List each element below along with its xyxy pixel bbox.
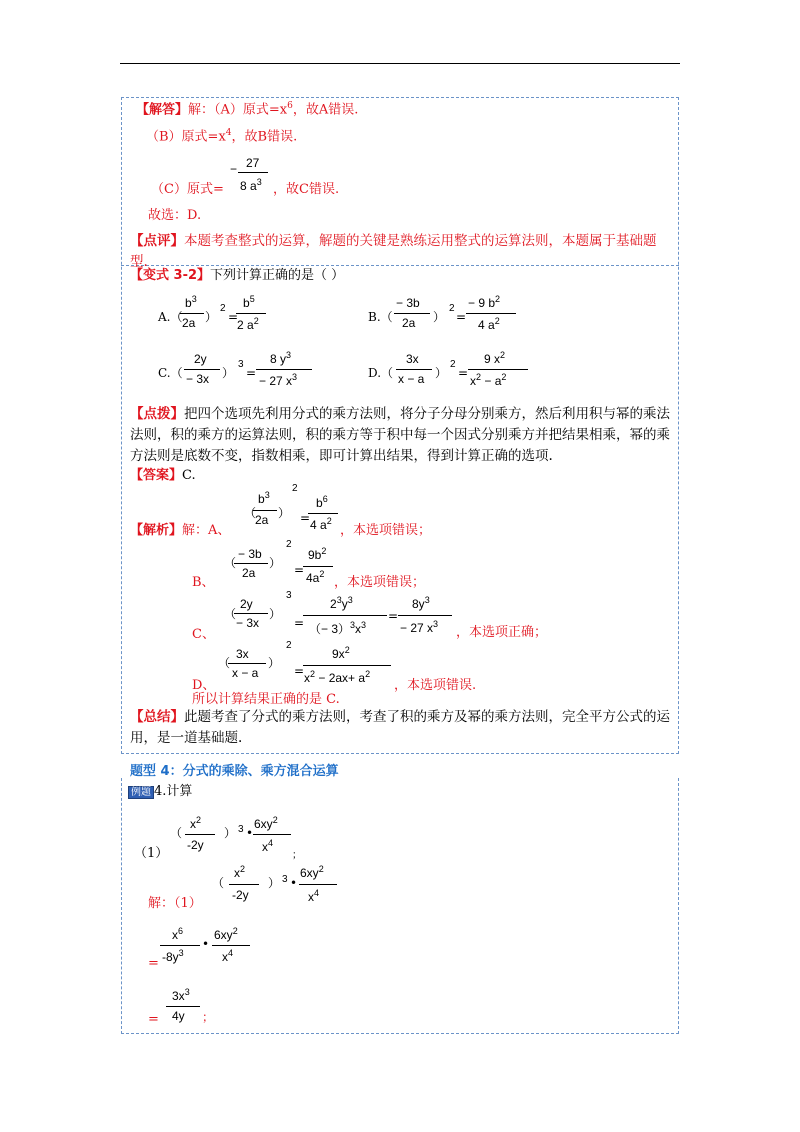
option-a-den: 2a <box>182 316 196 330</box>
option-c-rnum <box>270 350 291 366</box>
example-solution-label: 解：（1） <box>148 896 202 911</box>
solution-c-den-text: 8 a <box>240 179 257 193</box>
summary-paragraph <box>130 707 670 749</box>
option-d-power: 2 <box>450 359 456 370</box>
hint-text: 把四个选项先利用分式的乘方法则，将分子分母分别乘方，然后利用积与幂的乘法法则，积的乘方的运算法则，积的乘方等于积中每一个因式分别乘方并把结果相乘，幂的乘方法则是底数不变，指数相乘，即可计算出结果，得到计算正确的选项. <box>130 406 670 464</box>
option-c-bar <box>184 369 220 370</box>
header-rule <box>120 63 680 64</box>
option-c-rden <box>259 372 297 388</box>
solution-b-text: （B）原式=x <box>146 129 226 145</box>
option-c-rnum-exp: 3 <box>286 350 292 360</box>
option-c-rbar <box>256 369 312 370</box>
option-b-rbar <box>466 313 516 314</box>
option-d-den: x − a <box>398 372 425 386</box>
example-part-label: （1） <box>134 846 169 861</box>
option-b-rden-exp: 2 <box>494 316 500 326</box>
hint-tag: 【点拨】 <box>130 406 184 422</box>
option-d-rden-x: x <box>470 374 476 388</box>
option-d-rnum-text: 9 x <box>484 352 501 366</box>
option-b-power: 2 <box>449 303 455 314</box>
comment-text: 本题考查整式的运算，解题的关键是熟练运用整式的运算法则，本题属于基础题型. <box>130 233 657 270</box>
summary-tag: 【总结】 <box>130 709 184 725</box>
comment-paragraph <box>130 231 670 273</box>
option-c-rden-exp: 3 <box>292 372 298 382</box>
solution-c-text: （C）原式= <box>151 182 224 197</box>
solution-c-denominator <box>240 177 262 193</box>
option-b-rnum <box>468 294 500 310</box>
option-d-rden-tail-exp: 2 <box>501 372 507 382</box>
solution-tag: 【解答】 <box>136 102 189 118</box>
option-a-num-text: b <box>185 296 192 310</box>
variant-question <box>130 268 344 284</box>
option-b-rnum-text: − 9 b <box>468 296 496 310</box>
option-a-bar <box>180 313 204 314</box>
option-c-power: 3 <box>238 359 244 370</box>
solution-b-tail: ，故B错误. <box>231 129 298 145</box>
option-b-rden <box>478 316 500 332</box>
option-c-eq: = <box>246 366 257 380</box>
answer-tag: 【答案】 <box>130 468 183 483</box>
analysis-b-tail: ，本选项错误； <box>334 575 426 590</box>
option-b-eq: = <box>456 310 467 324</box>
option-d-num: 3x <box>406 352 419 366</box>
option-b-close: ） <box>433 310 446 324</box>
option-b-rnum-exp: 2 <box>495 294 501 304</box>
option-d-rden-tail: − a <box>481 374 502 388</box>
comment-tag: 【点评】 <box>130 233 184 249</box>
solution-b-exp: 4 <box>225 128 232 138</box>
option-b-rden-text: 4 a <box>478 318 495 332</box>
option-c-close: ） <box>222 366 235 380</box>
analysis-d-tail: ，本选项错误. <box>394 678 477 693</box>
answer-text: C. <box>182 468 196 483</box>
option-a-label: A.（ <box>158 310 183 324</box>
option-a-close: ） <box>205 310 218 324</box>
example-text: 4.计算 <box>154 784 193 799</box>
option-d-eq: = <box>458 366 469 380</box>
example-box <box>121 778 679 1034</box>
option-a-num <box>185 294 197 310</box>
option-b-num: − 3b <box>396 296 420 310</box>
option-a-rden-exp: 2 <box>253 316 259 326</box>
option-b-label: B.（ <box>368 310 393 324</box>
option-a-rbar <box>236 313 266 314</box>
example-badge: 例题 <box>128 786 154 799</box>
summary-text: 此题考查了分式的乘方法则，考查了积的乘方及幂的乘方法则，完全平方公式的运用，是一道基础题. <box>130 709 670 746</box>
analysis-a-tail: ，本选项错误； <box>340 523 432 538</box>
analysis-conclusion: 所以计算结果正确的是 C. <box>192 692 340 707</box>
hint-paragraph <box>130 404 670 467</box>
option-d-close: ） <box>435 366 448 380</box>
option-b-bar <box>394 313 430 314</box>
section-title: 题型 4：分式的乘除、乘方混合运算 <box>130 764 339 779</box>
solution-line-b <box>146 128 297 145</box>
option-d-rbar <box>468 369 528 370</box>
variant-tag: 【变式 3-2】 <box>130 268 211 283</box>
option-a-rnum-exp: 5 <box>249 294 255 304</box>
option-a-eq: = <box>228 310 239 324</box>
option-d-rnum <box>484 350 505 366</box>
solution-c-numerator: 27 <box>246 156 260 170</box>
example-line <box>128 784 192 800</box>
option-c-num: 2y <box>194 352 207 366</box>
solution-choice: 故选：D. <box>148 208 202 223</box>
option-a-rden <box>237 316 259 332</box>
analysis-tag: 【解析】 <box>130 523 183 538</box>
solution-a-text: 解：（A）原式=x <box>188 102 288 118</box>
solution-a-exp: 6 <box>287 101 293 111</box>
option-c-rden-text: − 27 x <box>259 374 293 388</box>
solution-c-minus: − <box>230 162 238 176</box>
analysis-intro: 解：A、 <box>182 523 231 538</box>
option-d-bar <box>396 369 432 370</box>
option-a-power: 2 <box>220 303 226 314</box>
option-b-den: 2a <box>402 316 416 330</box>
solution-c-fraction-bar <box>238 172 268 173</box>
analysis-c-tail: ，本选项正确； <box>456 625 548 640</box>
option-a-rnum-text: b <box>243 296 250 310</box>
analysis-line-a <box>130 523 230 539</box>
option-c-rnum-text: 8 y <box>270 352 287 366</box>
analysis-b-label: B、 <box>192 575 215 590</box>
variant-question-text: 下列计算正确的是（ ） <box>210 268 345 283</box>
option-d-rnum-exp: 2 <box>500 350 506 360</box>
solution-a-tail: ，故A错误. <box>292 102 359 118</box>
analysis-d-label: D、 <box>192 678 216 693</box>
option-a-num-exp: 3 <box>191 294 197 304</box>
solution-line-a <box>136 101 358 118</box>
option-d-label: D.（ <box>368 366 394 380</box>
option-d-rden <box>470 372 506 388</box>
option-a-rnum <box>243 294 255 310</box>
option-a-rden-text: 2 a <box>237 318 254 332</box>
answer-line <box>130 468 196 484</box>
solution-c-den-exp: 3 <box>256 177 262 187</box>
option-c-label: C.（ <box>158 366 183 380</box>
analysis-c-label: C、 <box>192 627 215 642</box>
option-c-den: − 3x <box>186 372 210 386</box>
solution-c-tail: ，故C错误. <box>273 182 340 197</box>
option-d-rden-exp: 2 <box>476 372 482 382</box>
